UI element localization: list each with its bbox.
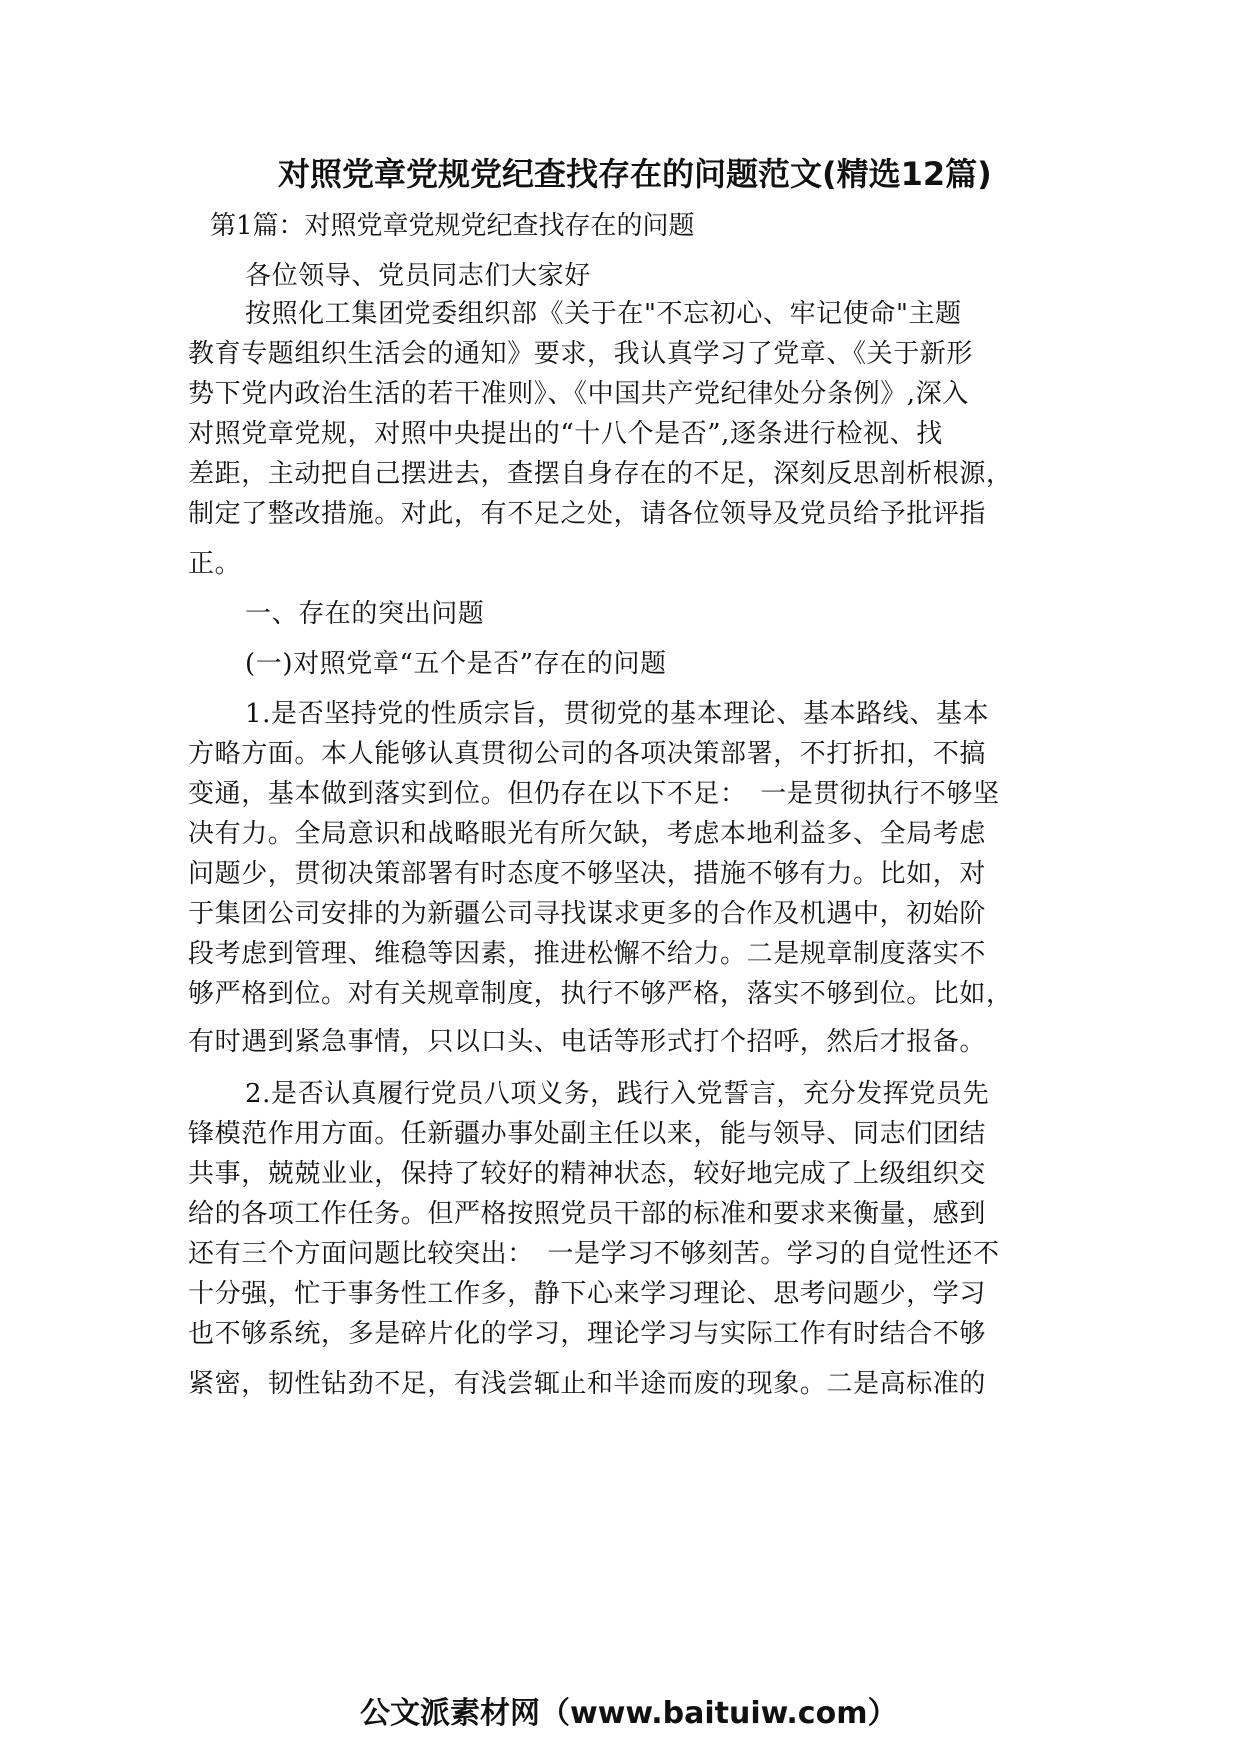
- paragraph-line: 对照党章党规，对照中央提出的“十八个是否”,逐条进行检视、找: [188, 419, 943, 449]
- paragraph-line: 锋模范作用方面。任新疆办事处副主任以来，能与领导、同志们团结: [188, 1119, 987, 1149]
- paragraph-line: 按照化工集团党委组织部《关于在"不忘初心、牢记使命"主题: [245, 299, 962, 329]
- section-heading: 第1篇：对照党章党规党纪查找存在的问题: [210, 211, 695, 241]
- paragraph-line: 十分强，忙于事务性工作多，静下心来学习理论、思考问题少，学习: [188, 1279, 987, 1309]
- paragraph-line: 给的各项工作任务。但严格按照党员干部的标准和要求来衡量，感到: [188, 1199, 987, 1229]
- paragraph-line: 1.是否坚持党的性质宗旨，贯彻党的基本理论、基本路线、基本: [245, 699, 990, 729]
- paragraph-line: 2.是否认真履行党员八项义务，践行入党誓言，充分发挥党员先: [245, 1079, 990, 1109]
- paragraph-line: 变通，基本做到落实到位。但仍存在以下不足： 一是贯彻执行不够坚: [188, 779, 1000, 809]
- paragraph-line: 有时遇到紧急事情，只以口头、电话等形式打个招呼，然后才报备。: [188, 1027, 987, 1057]
- paragraph-line: 还有三个方面问题比较突出： 一是学习不够刻苦。学习的自觉性还不: [188, 1239, 1000, 1269]
- paragraph-line: 方略方面。本人能够认真贯彻公司的各项决策部署，不打折扣，不搞: [188, 739, 987, 769]
- document-title: 对照党章党规党纪查找存在的问题范文(精选12篇): [278, 155, 992, 193]
- paragraph-line: 共事，兢兢业业，保持了较好的精神状态，较好地完成了上级组织交: [188, 1159, 987, 1189]
- paragraph-line: 也不够系统，多是碎片化的学习，理论学习与实际工作有时结合不够: [188, 1319, 987, 1349]
- paragraph-line: 差距，主动把自己摆进去，查摆自身存在的不足，深刻反思剖析根源，: [188, 459, 1013, 489]
- paragraph-line: 制定了整改措施。对此，有不足之处，请各位领导及党员给予批评指: [188, 499, 987, 529]
- heading-line: 一、存在的突出问题: [245, 599, 485, 629]
- paragraph-line: 问题少，贯彻决策部署有时态度不够坚决，措施不够有力。比如，对: [188, 859, 987, 889]
- paragraph-line: 段考虑到管理、维稳等因素，推进松懈不给力。二是规章制度落实不: [188, 939, 987, 969]
- paragraph-line: 紧密，韧性钻劲不足，有浅尝辄止和半途而废的现象。二是高标准的: [188, 1369, 987, 1399]
- paragraph-line: 各位领导、党员同志们大家好: [245, 261, 591, 291]
- paragraph-line: 于集团公司安排的为新疆公司寻找谋求更多的合作及机遇中，初始阶: [188, 899, 987, 929]
- paragraph-line: 决有力。全局意识和战略眼光有所欠缺，考虑本地利益多、全局考虑: [188, 819, 987, 849]
- heading-line: (一)对照党章“五个是否”存在的问题: [245, 649, 667, 679]
- site-watermark-footer: 公文派素材网（www.baituiw.com）: [360, 1696, 898, 1731]
- paragraph-line: 势下党内政治生活的若干准则》、《中国共产党纪律处分条例》,深入: [188, 379, 969, 409]
- paragraph-line: 够严格到位。对有关规章制度，执行不够严格，落实不够到位。比如，: [188, 979, 1013, 1009]
- paragraph-line: 教育专题组织生活会的通知》要求，我认真学习了党章、《关于新形: [188, 339, 974, 369]
- paragraph-line: 正。: [188, 549, 242, 579]
